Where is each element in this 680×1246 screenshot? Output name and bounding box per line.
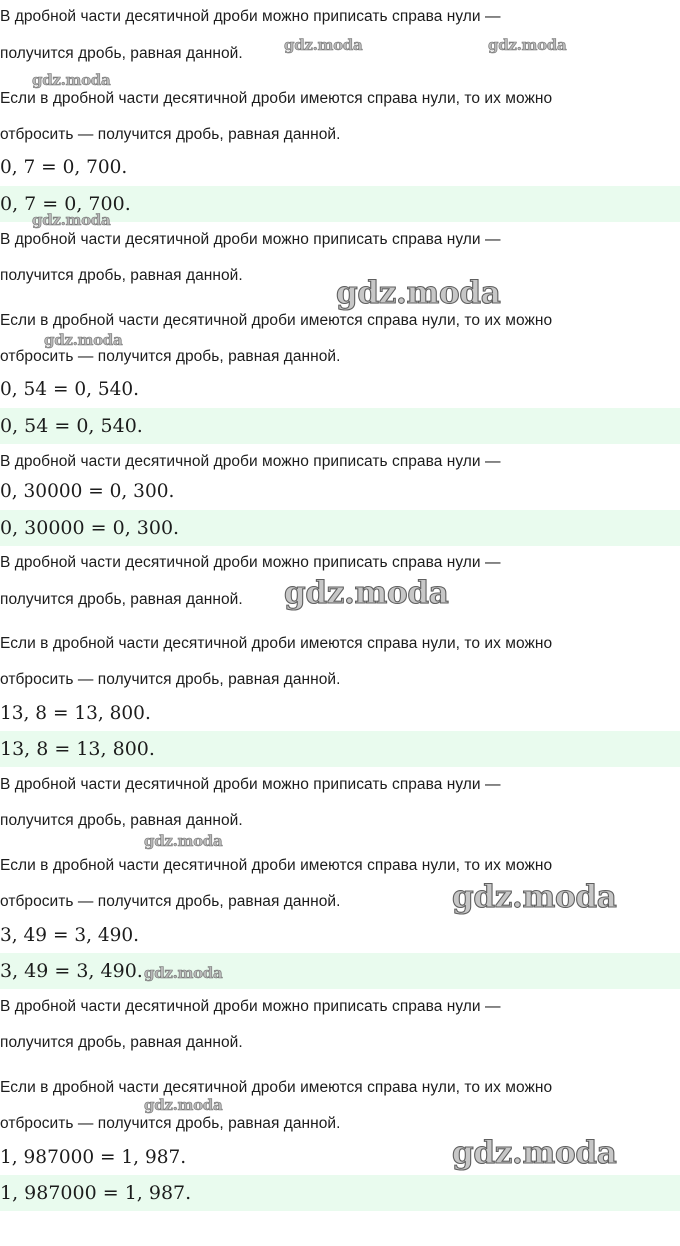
watermark: gdz.moda xyxy=(452,879,617,915)
example-equation: 0, 54 = 0, 540. xyxy=(0,379,140,400)
rule-append-line2: получится дробь, равная данной. xyxy=(0,45,243,62)
watermark: gdz.moda xyxy=(144,964,223,982)
answer-equation: 0, 7 = 0, 700. xyxy=(0,193,131,215)
rule-append-line1: В дробной части десятичной дроби можно приписать справа нули — xyxy=(0,231,501,248)
answer-row xyxy=(0,510,680,546)
answer-row xyxy=(0,1175,680,1211)
rule-append-line1: В дробной части десятичной дроби можно приписать справа нули — xyxy=(0,453,501,470)
watermark: gdz.moda xyxy=(452,1135,617,1171)
watermark: gdz.moda xyxy=(144,1096,223,1114)
rule-append-line2: получится дробь, равная данной. xyxy=(0,591,243,608)
example-equation: 1, 987000 = 1, 987. xyxy=(0,1147,187,1168)
answer-equation: 1, 987000 = 1, 987. xyxy=(0,1182,192,1204)
rule-drop-line2: отбросить — получится дробь, равная данной. xyxy=(0,671,341,688)
rule-drop-line1: Если в дробной части десятичной дроби имеются справа нули, то их можно xyxy=(0,635,553,652)
rule-drop-line2: отбросить — получится дробь, равная данной. xyxy=(0,348,341,365)
watermark: gdz.moda xyxy=(44,331,123,349)
rule-drop-line2: отбросить — получится дробь, равная данной. xyxy=(0,1115,341,1132)
rule-append-line1: В дробной части десятичной дроби можно приписать справа нули — xyxy=(0,776,501,793)
rule-drop-line2: отбросить — получится дробь, равная данной. xyxy=(0,126,341,143)
watermark: gdz.moda xyxy=(144,832,223,850)
answer-equation: 0, 54 = 0, 540. xyxy=(0,415,143,437)
rule-drop-line1: Если в дробной части десятичной дроби имеются справа нули, то их можно xyxy=(0,90,553,107)
watermark: gdz.moda xyxy=(284,575,449,611)
answer-row xyxy=(0,953,680,989)
example-equation: 0, 7 = 0, 700. xyxy=(0,157,128,178)
rule-append-line1: В дробной части десятичной дроби можно приписать справа нули — xyxy=(0,554,501,571)
example-equation: 3, 49 = 3, 490. xyxy=(0,925,140,946)
rule-append-line2: получится дробь, равная данной. xyxy=(0,812,243,829)
watermark: gdz.moda xyxy=(32,71,111,89)
rule-append-line1: В дробной части десятичной дроби можно приписать справа нули — xyxy=(0,8,501,25)
rule-drop-line2: отбросить — получится дробь, равная данной. xyxy=(0,893,341,910)
answer-row xyxy=(0,731,680,767)
rule-append-line2: получится дробь, равная данной. xyxy=(0,267,243,284)
watermark: gdz.moda xyxy=(488,36,567,54)
watermark: gdz.moda xyxy=(336,275,501,311)
rule-drop-line1: Если в дробной части десятичной дроби имеются справа нули, то их можно xyxy=(0,312,553,329)
watermark: gdz.moda xyxy=(284,36,363,54)
watermark: gdz.moda xyxy=(32,211,111,229)
answer-equation: 3, 49 = 3, 490. xyxy=(0,960,143,982)
example-equation: 13, 8 = 13, 800. xyxy=(0,703,151,724)
rule-drop-line1: Если в дробной части десятичной дроби имеются справа нули, то их можно xyxy=(0,857,553,874)
rule-append-line2: получится дробь, равная данной. xyxy=(0,1034,243,1051)
rule-drop-line1: Если в дробной части десятичной дроби имеются справа нули, то их можно xyxy=(0,1079,553,1096)
answer-equation: 13, 8 = 13, 800. xyxy=(0,738,155,760)
answer-row xyxy=(0,408,680,444)
answer-equation: 0, 30000 = 0, 300. xyxy=(0,517,180,539)
rule-append-line1: В дробной части десятичной дроби можно приписать справа нули — xyxy=(0,998,501,1015)
example-equation: 0, 30000 = 0, 300. xyxy=(0,481,175,502)
